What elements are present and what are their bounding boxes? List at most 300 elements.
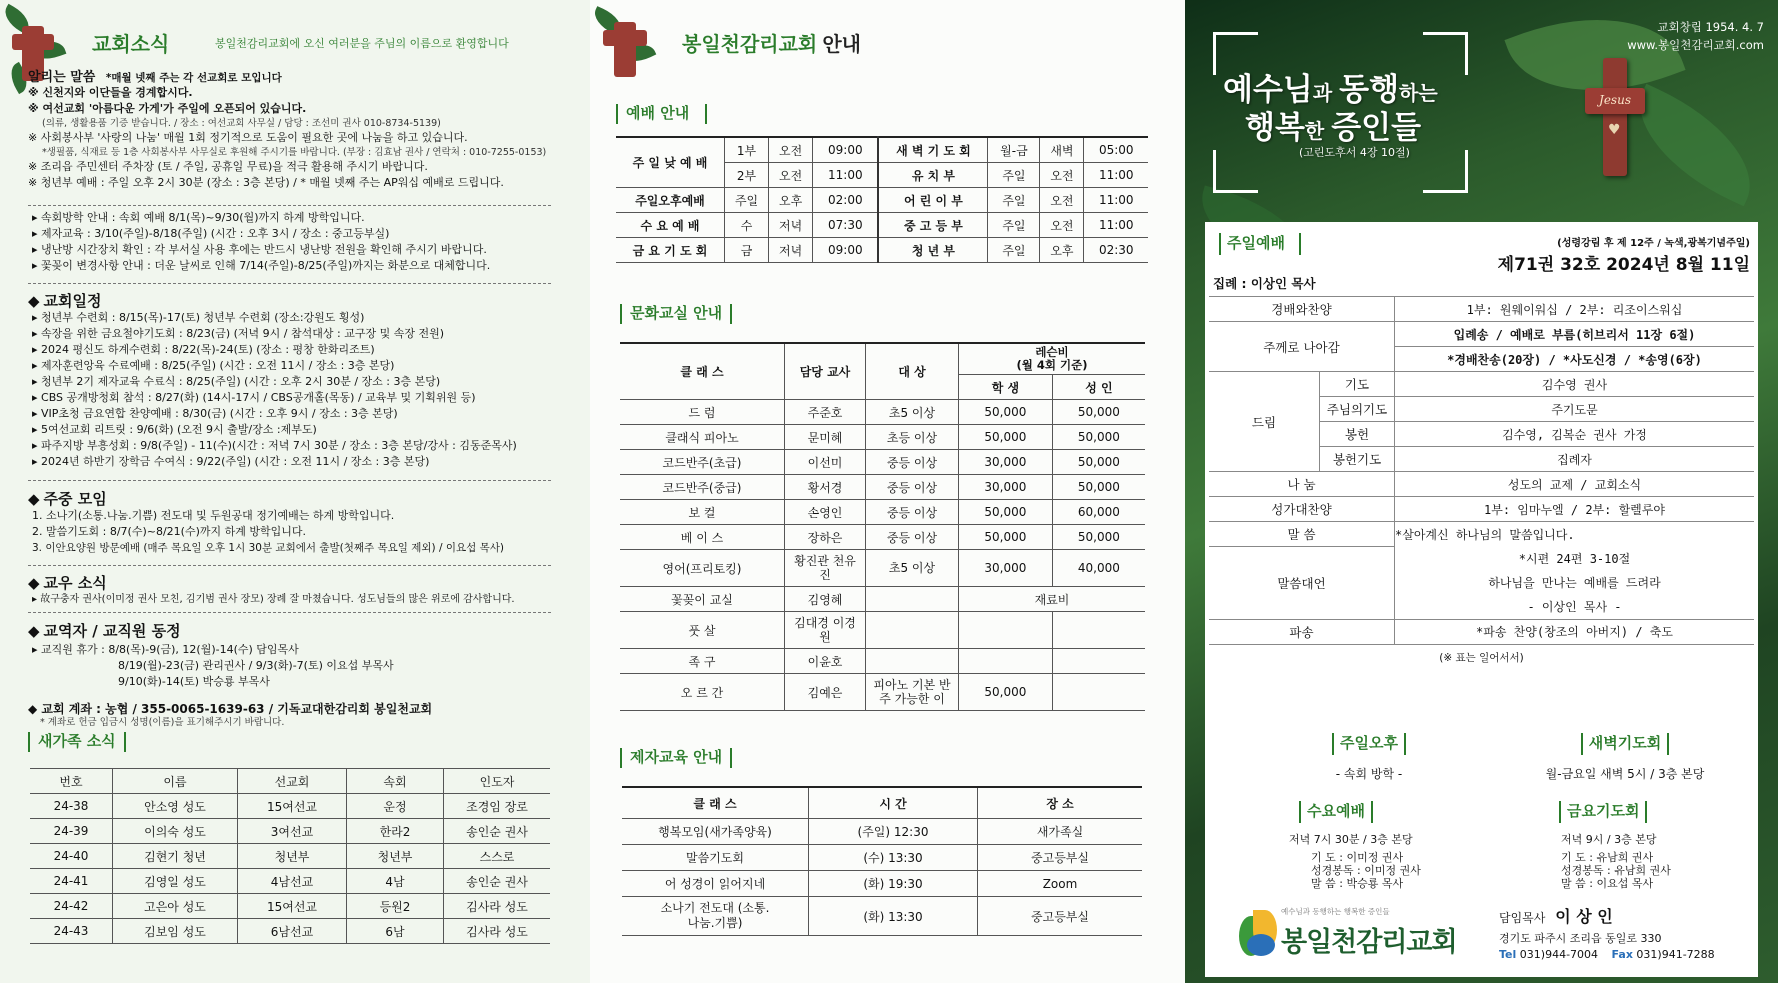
table-cell: 오 르 간 (620, 674, 785, 711)
staff-item: ▸ 교직원 휴가 : 8/8(목)-9(금), 12(월)-14(수) 담임목사 (32, 643, 299, 656)
divider (28, 612, 551, 613)
pastor-info (1499, 904, 1613, 927)
hero-line-2 (1245, 102, 1421, 147)
column-header-fee (959, 343, 1146, 375)
service-dawn-prayer (1525, 732, 1725, 782)
hero-word: 동행 (1339, 72, 1400, 108)
weekly-heading: ◆ 주중 모임 (28, 490, 107, 508)
table-cell: 황서경 (785, 475, 866, 500)
table-cell: 주일 (988, 188, 1040, 213)
notice2-item: ▸ 속회방학 안내 : 속회 예배 8/1(목)~9/30(월)까지 하계 방학입니다. (32, 211, 365, 224)
account-text: 교회 계좌 : 농협 / 355-0065-1639-63 / 기독교대한감리회 봉일천교회 (41, 702, 433, 716)
table-cell: 50,000 (959, 500, 1053, 525)
schedule-heading-text: 교회일정 (43, 292, 102, 310)
table-cell: 베 이 스 (620, 525, 785, 550)
table-cell: 저녁 (769, 238, 813, 263)
table-cell: 주일오후예배 (616, 188, 725, 213)
table-cell: 오전 (769, 163, 813, 188)
table-cell: 주 일 낮 예 배 (616, 137, 725, 188)
table-row (1209, 472, 1754, 497)
service-sunday-afternoon (1289, 732, 1449, 782)
table-row (622, 897, 1142, 936)
table-cell: 50,000 (1052, 475, 1145, 500)
worship-guide-heading (616, 102, 715, 124)
service-detail: 저녁 9시 / 3층 본당 (1561, 832, 1657, 846)
account-info: ◆ 교회 계좌 : 농협 / 355-0065-1639-63 / 기독교대한감리회 봉일천교회 (28, 702, 433, 716)
service-role: 성경봉독 : 이미정 권사 (1311, 863, 1421, 877)
church-logo-icon (1239, 910, 1281, 958)
website-text: www.봉일천감리교회.com (1627, 38, 1764, 52)
notice-item: (의류, 생활용품 기증 받습니다. / 장소 : 여선교회 사무실 / 담당 : 조선미 권사 010-8734-5139) (42, 118, 441, 129)
column-header: 장 소 (978, 787, 1143, 819)
table-cell: 김보임 성도 (113, 919, 238, 944)
disciple-education-heading-text: 제자교육 안내 (630, 748, 723, 766)
column-header: 인도자 (444, 769, 551, 794)
table-row (30, 819, 550, 844)
order-label: 드림 (1209, 372, 1320, 472)
column-header: 이름 (113, 769, 238, 794)
table-cell: 15여선교 (238, 794, 347, 819)
table-cell: 4남선교 (238, 869, 347, 894)
weekly-list (32, 508, 504, 556)
culture-class-heading (620, 302, 740, 324)
order-sublabel: 주님의기도 (1320, 397, 1395, 422)
sunday-worship-heading (1219, 232, 1307, 255)
church-footer (1217, 902, 1737, 972)
staff-item: 9/10(화)-14(토) 박승룡 부목사 (118, 675, 270, 688)
table-cell: (화) 19:30 (809, 871, 978, 897)
table-cell: 중등 이상 (866, 450, 959, 475)
table-cell: 주일 (988, 213, 1040, 238)
table-cell: 50,000 (1052, 450, 1145, 475)
order-label: 경배와찬양 (1209, 297, 1395, 322)
order-value: 김수영 권사 (1395, 372, 1755, 397)
service-role: 말 씀 : 박승룡 목사 (1311, 876, 1404, 890)
fax-label: Fax (1611, 948, 1633, 961)
table-cell: 24-39 (30, 819, 113, 844)
table-cell (866, 612, 959, 649)
founded-date: 교회창립 1954. 4. 7 (1657, 20, 1764, 34)
panel-cover (1185, 0, 1778, 983)
divider (28, 205, 551, 206)
church-contact (1499, 948, 1715, 961)
guide-title-b: 안내 (822, 32, 861, 56)
sunday-worship-card (1205, 222, 1758, 977)
staff-item: 8/19(월)-23(금) 관리권사 / 9/3(화)-7(토) 이요섭 부목사 (118, 659, 394, 672)
schedule-item: ▸ 2024년 하반기 장학금 수여식 : 9/22(주일) (시간 : 오전 11시 / 장소 : 3층 본당) (32, 455, 430, 468)
table-cell: 50,000 (1052, 425, 1145, 450)
table-row (1209, 322, 1754, 347)
service-role: 말 씀 : 이요섭 목사 (1561, 876, 1654, 890)
table-row (1209, 522, 1754, 547)
table-cell: 재료비 (959, 587, 1146, 612)
column-header: 속회 (347, 769, 444, 794)
notice-section (28, 66, 583, 191)
table-cell: 2부 (725, 163, 769, 188)
table-cell: 오후 (769, 188, 813, 213)
order-label: 주께로 나아감 (1209, 322, 1395, 372)
table-cell: 금 (725, 238, 769, 263)
table-cell: 송인순 권사 (444, 869, 551, 894)
table-row (620, 475, 1145, 500)
table-row (1209, 372, 1754, 397)
order-value: *살아계신 하나님의 말씀입니다. (1395, 527, 1575, 542)
notice-item: ※ 조리읍 주민센터 주차장 (토 / 주일, 공휴일 무료)을 적극 활용해 주시기 바랍니다. (28, 160, 428, 173)
service-title: 수요예배 (1307, 802, 1365, 820)
table-cell: 코드반주(중급) (620, 475, 785, 500)
table-cell: 6남 (347, 919, 444, 944)
table-cell: 11:00 (813, 163, 879, 188)
weekly-item: 2. 말씀기도회 : 8/7(수)~8/21(수)까지 하계 방학입니다. (32, 525, 306, 538)
table-cell: 이윤호 (785, 649, 866, 674)
table-row (30, 794, 550, 819)
members-news-item: ▸ 故구충자 권사(이미정 권사 모친, 김기범 권사 장모) 장례 잘 마쳤습니다. 성도님들의 많은 위로에 감사합니다. (32, 594, 515, 605)
table-row (1209, 297, 1754, 322)
table-cell: 3여선교 (238, 819, 347, 844)
table-cell: 오후 (1040, 238, 1084, 263)
service-friday (1553, 800, 1733, 890)
table-cell: 4남 (347, 869, 444, 894)
table-cell (1052, 649, 1145, 674)
table-cell: 행복모임(새가족양육) (622, 819, 809, 845)
culture-class-heading-text: 문화교실 안내 (630, 304, 723, 322)
table-cell: (수) 13:30 (809, 845, 978, 871)
column-header: 성 인 (1052, 375, 1145, 400)
staff-heading-text: 교역자 / 교직원 동정 (43, 622, 181, 640)
members-news-list (32, 592, 515, 608)
table-cell: 05:00 (1084, 137, 1148, 163)
service-role: 성경봉독 : 유남희 권사 (1561, 863, 1671, 877)
table-cell: 1부 (725, 137, 769, 163)
table-cell: 풋 살 (620, 612, 785, 649)
panel-church-guide (590, 0, 1185, 983)
column-header: 클 래 스 (622, 787, 809, 819)
tel-label: Tel (1499, 948, 1517, 961)
table-cell: 김현기 청년 (113, 844, 238, 869)
column-header: 학 생 (959, 375, 1053, 400)
notice-item: *생필품, 식재료 등 1층 사회봉사부 사무실로 후원해 주시기를 바랍니다. (부장 : 김효남 권사 / 연락처 : 010-7255-0153) (42, 147, 547, 158)
table-header-row (30, 769, 550, 794)
table-cell: 15여선교 (238, 894, 347, 919)
divider (28, 283, 551, 284)
table-cell: 24-38 (30, 794, 113, 819)
logo-tagline: 예수님과 동행하는 행복한 증인들 (1281, 907, 1390, 916)
notice-item: ※ 신천지와 이단들을 경계합시다. (28, 86, 193, 99)
order-value: 입례송 / 예배로 부름(히브리서 11장 6절) (1395, 322, 1755, 347)
table-cell: 50,000 (959, 425, 1053, 450)
table-row (620, 400, 1145, 425)
table-cell: 족 구 (620, 649, 785, 674)
newfamily-heading-text: 새가족 소식 (38, 732, 116, 750)
schedule-item: ▸ 5여선교회 리트릿 : 9/6(화) (오전 9시 출발/장소 :제부도) (32, 423, 317, 436)
staff-list (32, 642, 394, 690)
table-row (30, 869, 550, 894)
table-row (620, 612, 1145, 649)
table-cell (1052, 674, 1145, 711)
notice2-list (32, 210, 490, 274)
table-cell: 청년부 (238, 844, 347, 869)
divider (28, 565, 551, 566)
hero-frame-corner (1423, 150, 1468, 193)
worship-order-table (1209, 296, 1754, 645)
table-row (620, 425, 1145, 450)
table-cell: 한라2 (347, 819, 444, 844)
church-address: 경기도 파주시 조리읍 동일로 330 (1499, 932, 1662, 945)
table-cell: 24-41 (30, 869, 113, 894)
members-news-heading: ◆ 교우 소식 (28, 574, 107, 592)
table-cell: 말씀기도회 (622, 845, 809, 871)
schedule-list (32, 310, 517, 470)
table-row (622, 819, 1142, 845)
table-cell (866, 649, 959, 674)
service-detail: 월-금요일 새벽 5시 / 3층 본당 (1545, 766, 1705, 781)
notice-heading-text: 알리는 말씀 (28, 70, 96, 85)
issue-text: 제71권 32호 2024년 8월 11일 (1497, 255, 1750, 275)
table-cell: 50,000 (959, 525, 1053, 550)
table-cell: 코드반주(초급) (620, 450, 785, 475)
table-row (30, 844, 550, 869)
order-value: *시편 24편 3-10절 (1518, 552, 1631, 566)
table-cell: 스스로 (444, 844, 551, 869)
table-cell: 중 고 등 부 (878, 213, 988, 238)
table-cell: 김영일 성도 (113, 869, 238, 894)
schedule-item: ▸ CBS 공개방청회 참석 : 8/27(화) (14시-17시 / CBS공개홀(목동) / 교육부 및 기획위원 등) (32, 391, 476, 404)
table-cell: 주일 (988, 163, 1040, 188)
table-cell: 30,000 (959, 450, 1053, 475)
table-cell: 50,000 (959, 674, 1053, 711)
order-value: 1부: 임마누엘 / 2부: 할렐루야 (1395, 497, 1755, 522)
service-title: 새벽기도회 (1588, 734, 1662, 752)
fee-basis: (월 4회 기준) (1016, 358, 1088, 372)
hero-word: 과 (1312, 81, 1340, 105)
pastor-label: 담임목사 (1499, 911, 1546, 925)
service-roles (1289, 851, 1469, 890)
hero-reference: (고린도후서 4장 10절) (1299, 146, 1410, 159)
table-row (616, 188, 1148, 213)
service-role: 기 도 : 이미정 권사 (1311, 850, 1404, 864)
order-sublabel: 기도 (1320, 372, 1395, 397)
table-cell: 문미혜 (785, 425, 866, 450)
account-note: * 계좌로 헌금 입금시 성명(이름)을 표기해주시기 바랍니다. (40, 717, 285, 728)
table-cell: 09:00 (813, 137, 879, 163)
order-value: 집례자 (1395, 447, 1755, 472)
table-cell: 고은아 성도 (113, 894, 238, 919)
worship-table (616, 136, 1148, 263)
table-cell: 저녁 (769, 213, 813, 238)
order-value: 하나님을 만나는 예배를 드려라 (1488, 576, 1661, 590)
notice2-item: ▸ 제자교육 : 3/10(주일)-8/18(주일) (시간 : 오후 3시 / 장소 : 중고등부실) (32, 227, 390, 240)
order-value: 성도의 교제 / 교회소식 (1395, 472, 1755, 497)
fee-label: 레슨비 (1035, 345, 1069, 359)
order-value: 1부: 원웨이워십 / 2부: 리조이스워십 (1395, 297, 1755, 322)
table-cell: 중등 이상 (866, 475, 959, 500)
staff-heading: ◆ 교역자 / 교직원 동정 (28, 622, 181, 640)
welcome-text: 봉일천감리교회에 오신 여러분을 주님의 이름으로 환영합니다 (215, 37, 509, 50)
newfamily-table (30, 768, 550, 944)
table-cell (1052, 612, 1145, 649)
guide-title (682, 28, 861, 57)
table-cell: 주준호 (785, 400, 866, 425)
table-cell: 초5 이상 (866, 400, 959, 425)
weekly-heading-text: 주중 모임 (43, 490, 107, 508)
schedule-item: ▸ 파주지방 부흥성회 : 9/8(주일) - 11(수)(시간 : 저녁 7시 30분 / 장소 : 3층 본당/강사 : 김동준목사) (32, 439, 517, 452)
table-row (616, 137, 1148, 163)
table-cell: 50,000 (1052, 525, 1145, 550)
table-row (622, 845, 1142, 871)
schedule-item: ▸ VIP초청 금요연합 찬양예배 : 8/30(금) (시간 : 오후 9시 / 장소 : 3층 본당) (32, 407, 398, 420)
table-cell: 40,000 (1052, 550, 1145, 587)
guide-title-a: 봉일천감리교회 (682, 32, 818, 56)
table-cell: 09:00 (813, 238, 879, 263)
table-cell: 오전 (1040, 188, 1084, 213)
order-value: 주기도문 (1395, 397, 1755, 422)
table-row (620, 587, 1145, 612)
panel-church-news (0, 0, 590, 983)
table-cell: 수 요 예 배 (616, 213, 725, 238)
service-wednesday (1289, 800, 1469, 890)
order-sublabel: 봉헌기도 (1320, 447, 1395, 472)
column-header: 클 래 스 (620, 343, 785, 400)
season-text: (성령강림 후 제 12주 / 녹색,광복기념주일) (1557, 238, 1750, 249)
service-title: 주일오후 (1340, 734, 1398, 752)
table-cell: 등원2 (347, 894, 444, 919)
hero-word: 하는 (1399, 81, 1438, 105)
table-cell: 어 린 이 부 (878, 188, 988, 213)
culture-class-table (620, 342, 1145, 711)
stand-note: (※ 표는 일어서서) (1439, 652, 1524, 664)
hero-word: 증인들 (1331, 110, 1422, 146)
news-title-a: 교회 (92, 32, 131, 56)
table-cell: 07:30 (813, 213, 879, 238)
table-row (1209, 497, 1754, 522)
order-label: 말씀대언 (1209, 547, 1395, 620)
founding-info (1627, 18, 1764, 54)
weekly-item: 1. 소나기(소통.나눔.기쁨) 전도대 및 두원공대 정기예배는 하계 방학입니다. (32, 509, 395, 522)
table-cell: 보 컬 (620, 500, 785, 525)
table-cell: 오전 (769, 137, 813, 163)
schedule-item: ▸ 청년부 2기 제자교육 수료식 : 8/25(주일) (시간 : 오후 2시 30분 / 장소 : 3층 본당) (32, 375, 441, 388)
table-row (620, 525, 1145, 550)
service-detail: - 속회 방학 - (1335, 766, 1403, 781)
table-cell: 11:00 (1084, 188, 1148, 213)
table-cell: 영어(프리토킹) (620, 550, 785, 587)
table-cell: 클래식 피아노 (620, 425, 785, 450)
news-title (92, 28, 169, 57)
service-roles (1553, 851, 1733, 890)
table-cell: 안소영 성도 (113, 794, 238, 819)
members-news-heading-text: 교우 소식 (43, 574, 107, 592)
disciple-education-table (622, 786, 1142, 936)
table-cell: 중고등부실 (978, 845, 1143, 871)
order-sublabel: 봉헌 (1320, 422, 1395, 447)
table-cell: 꽃꽂이 교실 (620, 587, 785, 612)
tel-number: 031)944-7004 (1519, 948, 1599, 961)
order-label: 파송 (1209, 619, 1395, 644)
table-cell: 24-43 (30, 919, 113, 944)
table-cell: 24-42 (30, 894, 113, 919)
table-cell (866, 587, 959, 612)
column-header: 대 상 (866, 343, 959, 400)
table-cell: 주일 (725, 188, 769, 213)
table-cell: 24-40 (30, 844, 113, 869)
table-cell: 중등 이상 (866, 500, 959, 525)
service-role: 기 도 : 유남희 권사 (1561, 850, 1654, 864)
weekly-item: 3. 이안요양원 방문예배 (매주 목요일 오후 1시 30분 교회에서 출발(첫째주 목요일 제외) / 이요섭 목사) (32, 542, 504, 554)
table-cell: 중등 이상 (866, 525, 959, 550)
service-title: 금요기도회 (1567, 802, 1640, 820)
column-header: 번호 (30, 769, 113, 794)
table-cell: 김영혜 (785, 587, 866, 612)
table-row (620, 674, 1145, 711)
table-header-row (620, 343, 1145, 375)
table-cell: 초5 이상 (866, 550, 959, 587)
table-cell: 장하은 (785, 525, 866, 550)
table-cell: 수 (725, 213, 769, 238)
table-cell: 새벽 (1040, 137, 1084, 163)
table-row (1209, 547, 1754, 571)
table-cell: 금 요 기 도 회 (616, 238, 725, 263)
schedule-item: ▸ 청년부 수련회 : 8/15(목)-17(토) 청년부 수련회 (장소:강원도 횡성) (32, 311, 365, 324)
table-cell: 오전 (1040, 213, 1084, 238)
notice-heading-note: *매월 넷째 주는 각 선교회로 모입니다 (105, 72, 282, 84)
sunday-worship-heading-text: 주일예배 (1227, 234, 1285, 252)
hero-word: 예수님 (1223, 72, 1313, 108)
table-cell: 조경임 장로 (444, 794, 551, 819)
notice-item: ※ 청년부 예배 : 주일 오후 2시 30분 (장소 : 3층 본당) / * 매월 넷째 주는 AP워십 예배로 드립니다. (28, 176, 504, 189)
table-cell: 드 럼 (620, 400, 785, 425)
table-cell: 청년부 (347, 844, 444, 869)
table-cell: 30,000 (959, 550, 1053, 587)
church-name: 봉일천감리교회 (1281, 927, 1457, 958)
table-cell: 청 년 부 (878, 238, 988, 263)
table-cell: 손영인 (785, 500, 866, 525)
schedule-item: ▸ 속장을 위한 금요철야기도회 : 8/23(금) (저녁 9시 / 참석대상 : 교구장 및 속장 전원) (32, 327, 444, 340)
notice-item: ※ 여선교회 '아름다운 가게'가 주일에 오픈되어 있습니다. (28, 102, 307, 115)
order-value: *경배찬송(20장) / *사도신경 / *송영(6장) (1395, 347, 1755, 372)
table-cell: 30,000 (959, 475, 1053, 500)
table-cell: 이선미 (785, 450, 866, 475)
disciple-education-heading (620, 746, 740, 768)
table-cell: 김예은 (785, 674, 866, 711)
table-row (620, 500, 1145, 525)
table-cell (959, 649, 1053, 674)
table-cell: 새가족실 (978, 819, 1143, 845)
table-row (1209, 619, 1754, 644)
table-cell: 50,000 (959, 400, 1053, 425)
order-value: 김수영, 김복순 권사 가정 (1395, 422, 1755, 447)
notice-heading (28, 66, 583, 85)
table-cell: 운정 (347, 794, 444, 819)
table-cell: 11:00 (1084, 213, 1148, 238)
table-row (616, 213, 1148, 238)
column-header: 선교회 (238, 769, 347, 794)
table-cell: 11:00 (1084, 163, 1148, 188)
notice-item: ※ 사회봉사부 '사랑의 나눔' 매월 1회 정기적으로 도움이 필요한 곳에 나눔을 하고 있습니다. (28, 131, 468, 144)
cross-icon (1585, 58, 1643, 176)
table-cell: 송인순 권사 (444, 819, 551, 844)
table-cell: 50,000 (1052, 400, 1145, 425)
worship-guide-heading-text: 예배 안내 (626, 104, 690, 122)
table-cell: 황진관 천유진 (785, 550, 866, 587)
table-cell: 중고등부실 (978, 897, 1143, 936)
table-cell: 김사라 성도 (444, 894, 551, 919)
table-cell: 60,000 (1052, 500, 1145, 525)
table-cell: 02:00 (813, 188, 879, 213)
column-header: 담당 교사 (785, 343, 866, 400)
table-row (620, 450, 1145, 475)
table-cell: 오전 (1040, 163, 1084, 188)
table-cell: (화) 13:30 (809, 897, 978, 936)
